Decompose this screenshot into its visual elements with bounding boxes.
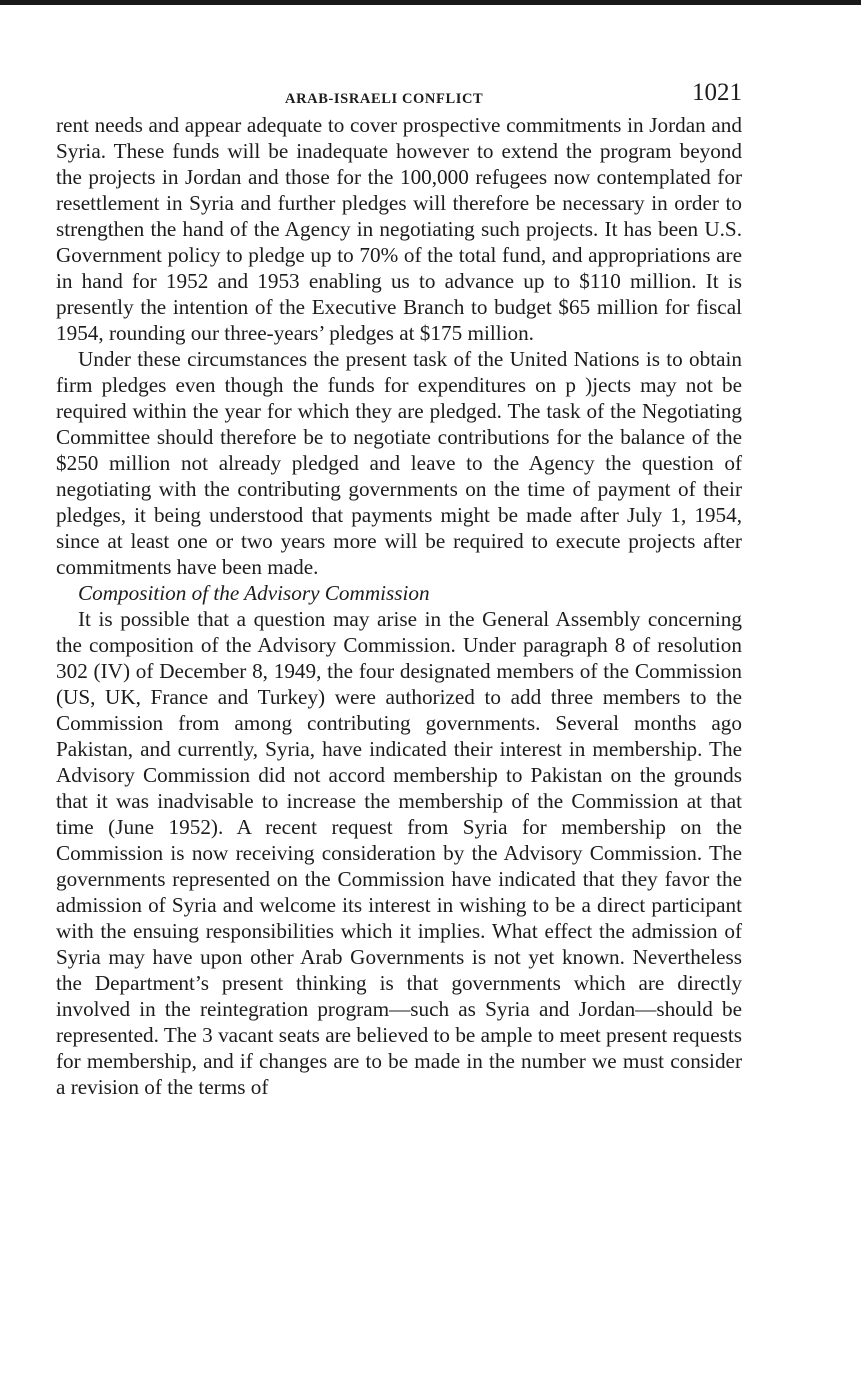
paragraph-continued: rent needs and appear adequate to cover prospective commitments in Jordan and Syria. These funds will be inadequate however to extend the program beyond the projects in Jordan and those for the 100,000 refugees now contemplated for resettlement in Syria and further pledges will therefore be necessary in order to strengthen the hand of the Agency in negotiating such projects. It has been U.S. Government policy to pledge up to 70% of the total fund, and appropriations are in hand for 1952 and 1953 enabling us to advance up to $110 million. It is presently the intention of the Executive Branch to budget $65 million for fiscal 1954, rounding our three-years’ pledges at $175 million.	[56, 113, 742, 345]
body-text	[56, 112, 742, 1100]
paragraph-composition: It is possible that a question may arise in the General Assembly concerning the composition of the Advisory Commission. Under paragraph 8 of resolution 302 (IV) of December 8, 1949, the four designated members of the Commission (US, UK, France and Turkey) were authorized to add three members to the Commission from among contributing governments. Several months ago Pakistan, and currently, Syria, have indicated their interest in membership. The Advisory Commission did not accord membership to Pakistan on the grounds that it was inadvisable to increase the membership of the Commission at that time (June 1952). A recent request from Syria for membership on the Commission is now receiving consideration by the Advisory Commission. The governments represented on the Commission have indicated that they favor the admission of Syria and welcome its interest in wishing to be a direct participant with the ensuing responsibilities which it implies. What effect the admission of Syria may have upon other Arab Governments is not yet known. Nevertheless the Department’s present thinking is that governments which are directly involved in the reintegration program—such as Syria and Jordan—should be represented. The 3 vacant seats are believed to be ample to meet present requests for membership, and if changes are to be made in the number we must consider a revision of the terms of	[56, 607, 742, 1099]
page-number: 1021	[692, 79, 742, 106]
top-border-rule	[0, 0, 861, 5]
document-page	[56, 78, 742, 1100]
paragraph-funding-task: Under these circumstances the present task of the United Nations is to obtain firm pledges even though the funds for expenditures on p )jects may not be required within the year for which they are pledged. The task of the Negotiating Committee should therefore be to negotiate contributions for the balance of the $250 million not already pledged and leave to the Agency the question of negotiating with the contributing governments on the time of payment of their pledges, it being understood that payments might be made after July 1, 1954, since at least one or two years more will be required to execute projects after commitments have been made.	[56, 347, 742, 579]
section-heading: Composition of the Advisory Commission	[78, 581, 430, 605]
running-title: ARAB-ISRAELI CONFLICT	[285, 91, 484, 107]
running-head	[56, 78, 742, 112]
